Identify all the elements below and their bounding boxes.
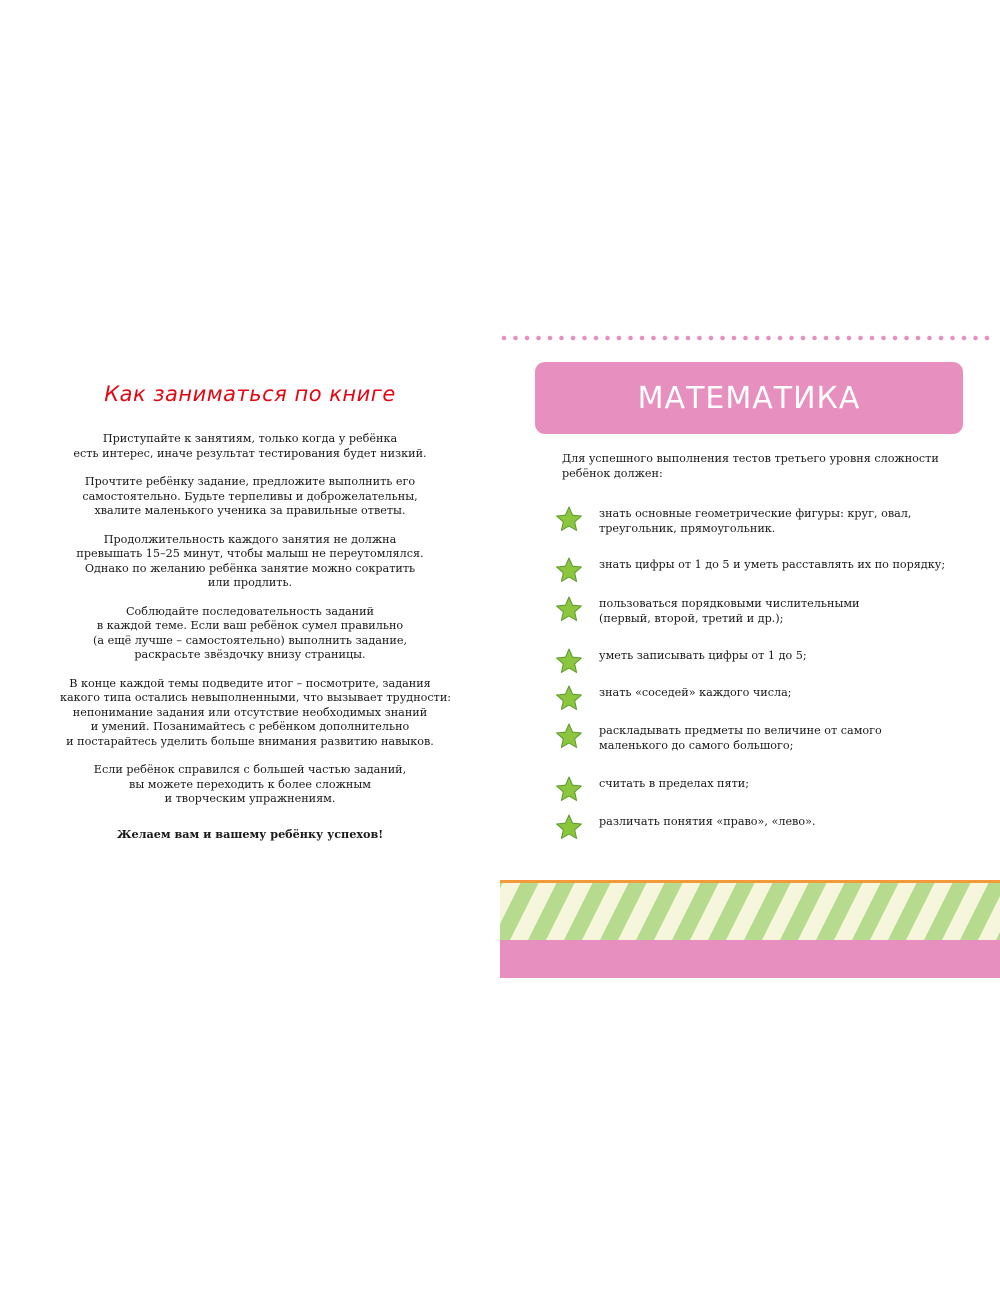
star-icon <box>555 684 583 712</box>
text-line: есть интерес, иначе результат тестирования будет низкий. <box>73 446 427 460</box>
dot <box>962 336 967 341</box>
dot <box>847 336 852 341</box>
star-icon <box>555 775 583 803</box>
right-page <box>500 0 1000 1300</box>
intro-line: ребёнок должен: <box>562 466 663 480</box>
dot <box>582 336 587 341</box>
dot <box>893 336 898 341</box>
star-icon <box>555 595 583 623</box>
dot <box>559 336 564 341</box>
dot <box>513 336 518 341</box>
instruction-paragraph <box>60 676 452 750</box>
text-line: и умений. Позанимайтесь с ребёнком дополнительно <box>90 720 410 733</box>
text-line: и творческим упражнениям. <box>164 792 336 805</box>
striped-band <box>500 880 1000 940</box>
dot <box>858 336 863 341</box>
requirement-text <box>599 507 979 536</box>
instructions-text <box>60 432 452 855</box>
requirement-text <box>599 649 979 664</box>
text-line: вы можете переходить к более сложным <box>129 777 371 791</box>
dot <box>985 336 990 341</box>
dot <box>605 336 610 341</box>
pink-band <box>500 940 1000 978</box>
text-line: и постарайтесь уделить больше внимания развитию навыков. <box>66 734 434 748</box>
section-banner <box>535 362 963 434</box>
text-line: (а ещё лучше – самостоятельно) выполнить задание, <box>92 633 407 647</box>
text-line: знать цифры от 1 до 5 и уметь расставлять их по порядку; <box>599 558 946 571</box>
dot <box>927 336 932 341</box>
dot <box>950 336 955 341</box>
requirement-text <box>599 686 979 701</box>
text-line: хвалите маленького ученика за правильные ответы. <box>94 504 406 517</box>
requirement-text <box>599 597 979 626</box>
text-line: Если ребёнок справился с большей частью заданий, <box>93 763 407 776</box>
dot <box>801 336 806 341</box>
dotted-divider <box>500 334 1000 342</box>
dot <box>778 336 783 341</box>
dot <box>755 336 760 341</box>
text-line: непонимание задания или отсутствие необходимых знаний <box>72 705 428 719</box>
text-line: знать «соседей» каждого числа; <box>599 686 792 699</box>
dot <box>720 336 725 341</box>
instruction-paragraph <box>60 475 440 519</box>
requirement-text <box>599 815 979 830</box>
text-line: Прочтите ребёнку задание, предложите выполнить его <box>84 475 416 488</box>
intro-text <box>562 452 942 481</box>
star-icon <box>555 813 583 841</box>
dot <box>973 336 978 341</box>
dot <box>904 336 909 341</box>
instruction-paragraph <box>60 533 440 591</box>
text-line: уметь записывать цифры от 1 до 5; <box>599 649 807 662</box>
dot <box>697 336 702 341</box>
dot <box>870 336 875 341</box>
dot <box>651 336 656 341</box>
text-line: раскрасьте звёздочку внизу страницы. <box>134 648 366 661</box>
text-line: какого типа остались невыполненными, что вызывает трудности: <box>60 691 452 704</box>
dot <box>536 336 541 341</box>
requirement-text <box>599 558 979 573</box>
star-icon <box>555 647 583 675</box>
instruction-paragraph <box>60 605 440 663</box>
requirement-text <box>599 724 979 753</box>
text-line: треугольник, прямоугольник. <box>599 521 776 535</box>
dot <box>617 336 622 341</box>
dot <box>916 336 921 341</box>
text-line: (первый, второй, третий и др.); <box>599 611 784 625</box>
orange-edge-line <box>500 880 1000 883</box>
page-title: Как заниматься по книге <box>104 382 396 406</box>
dot <box>502 336 507 341</box>
intro-line: Для успешного выполнения тестов третьего уровня сложности <box>562 452 939 465</box>
requirement-text <box>599 777 979 792</box>
text-line: или продлить. <box>207 576 293 589</box>
text-line: считать в пределах пяти; <box>599 777 749 790</box>
star-icon <box>555 505 583 533</box>
instruction-paragraph <box>60 432 440 461</box>
dot <box>732 336 737 341</box>
dot <box>835 336 840 341</box>
dot <box>939 336 944 341</box>
text-line: Однако по желанию ребёнка занятие можно сократить <box>84 561 416 575</box>
dot <box>548 336 553 341</box>
text-line: раскладывать предметы по величине от самого <box>599 724 882 737</box>
dot <box>766 336 771 341</box>
text-line: самостоятельно. Будьте терпеливы и доброжелательны, <box>82 489 418 503</box>
text-line: Соблюдайте последовательность заданий <box>125 604 375 618</box>
dot <box>881 336 886 341</box>
section-title: МАТЕМАТИКА <box>637 380 861 416</box>
dot <box>663 336 668 341</box>
dot <box>571 336 576 341</box>
dot <box>743 336 748 341</box>
star-icon <box>555 556 583 584</box>
dot <box>709 336 714 341</box>
text-line: превышать 15–25 минут, чтобы малыш не переутомлялся. <box>76 547 424 560</box>
text-line: различать понятия «право», «лево». <box>599 815 816 828</box>
text-line: В конце каждой темы подведите итог – посмотрите, задания <box>69 676 431 690</box>
dot <box>812 336 817 341</box>
dot <box>674 336 679 341</box>
dot <box>628 336 633 341</box>
text-line: Приступайте к занятиям, только когда у ребёнка <box>102 432 398 445</box>
text-line: знать основные геометрические фигуры: круг, овал, <box>599 507 912 520</box>
star-icon <box>555 722 583 750</box>
dot <box>686 336 691 341</box>
dot <box>525 336 530 341</box>
dot <box>824 336 829 341</box>
text-line: пользоваться порядковыми числительными <box>599 597 860 610</box>
instruction-paragraph <box>60 763 440 807</box>
text-line: Продолжительность каждого занятия не должна <box>103 532 397 546</box>
dot <box>594 336 599 341</box>
text-line: маленького до самого большого; <box>599 738 794 752</box>
closing-wish: Желаем вам и вашему ребёнку успехов! <box>116 826 384 841</box>
dot <box>789 336 794 341</box>
text-line: в каждой теме. Если ваш ребёнок сумел правильно <box>96 619 404 632</box>
dot <box>640 336 645 341</box>
